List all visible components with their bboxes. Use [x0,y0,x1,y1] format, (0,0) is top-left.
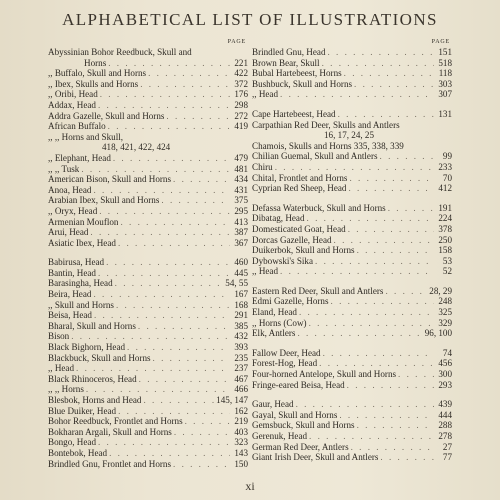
entry-text: Dibatag, Head [252,213,305,224]
dot-leader [113,278,224,289]
index-entry [48,353,248,364]
dot-leader [91,185,230,196]
entry-page-number: 419 [234,121,248,132]
entry-page-number: 77 [442,452,452,463]
index-entry [48,363,248,374]
index-entry [48,89,248,100]
dot-leader [320,58,434,69]
entry-page-number: 248 [438,296,452,307]
entry-page-number: 467 [234,373,248,384]
index-entry [48,121,248,132]
entry-text: ,, Oribi, Head [48,89,98,100]
dot-leader [164,111,230,122]
index-entry [48,395,248,406]
entry-page-number: 27 [442,441,452,452]
dot-leader [151,353,230,364]
entry-page-number: 393 [234,342,248,353]
entry-text: Forest-Hog, Head [252,358,318,369]
entry-page-number: 288 [438,420,452,431]
dot-leader [137,374,230,385]
entry-page-number: 53 [442,255,452,266]
dot-leader [332,235,434,246]
entry-page-number: 118 [438,68,452,79]
index-entry [48,142,248,153]
dot-leader [307,431,434,442]
dot-leader [171,174,230,185]
entry-page-number: 303 [438,78,452,89]
dot-leader [345,380,434,391]
index-entry [48,437,248,448]
entry-page-number: 431 [234,184,248,195]
entry-text: Brindled Gnu, Head [252,47,326,57]
index-entry [252,235,452,246]
index-entry [48,342,248,353]
index-entry [48,58,248,69]
index-entry [48,300,248,311]
dot-leader [96,268,230,279]
index-entry [48,459,248,470]
entry-page-number: 481 [234,163,248,174]
entry-page-number: 250 [438,234,452,245]
index-entry [48,206,248,217]
index-entry [252,410,452,421]
dot-leader [79,164,230,175]
dot-leader [313,256,434,267]
dot-leader [125,342,230,353]
section-gap [252,194,452,203]
dot-leader [111,153,230,164]
index-entry [48,153,248,164]
entry-text: African Buffalo [48,121,106,132]
entry-text: ,, Elephant, Head [48,152,111,163]
entry-text: Bontebok, Head [48,447,108,458]
index-entry [252,245,452,256]
dot-leader [74,363,230,374]
index-entry [252,307,452,318]
dot-leader [396,369,434,380]
dot-leader [326,47,435,58]
index-entry [48,68,248,79]
dot-leader [355,245,434,256]
entry-page-number: 456 [438,358,452,369]
index-entry [252,348,452,359]
entry-text: Defassa Waterbuck, Skull and Horns [252,202,386,213]
index-entry [252,431,452,442]
entry-text: ,, Skull and Horns [48,299,114,310]
entry-text: Chital, Frontlet and Horns [252,172,348,183]
entry-text: ,, Head [252,89,279,100]
entry-text: Bharal, Skull and Horns [48,320,136,331]
entry-page-number: 233 [438,161,452,172]
index-entry [48,268,248,279]
section-gap [252,339,452,348]
entry-text: ,, Oryx, Head [48,205,98,216]
index-entry [252,203,452,214]
entry-text: Gerenuk, Head [252,431,308,441]
left-entry-list [48,47,248,469]
entry-page-number: 224 [438,213,452,224]
dot-leader [69,331,230,342]
entry-text: 418, 421, 422, 424 [102,142,171,153]
entry-text: Eland, Head [252,307,297,318]
index-entry [252,442,452,453]
entry-page-number: 167 [234,289,248,300]
index-entry [252,399,452,410]
entry-text: Babirusa, Head [48,257,105,268]
entry-text: Gaur, Head [252,399,294,410]
index-entry [252,47,452,58]
section-gap [48,248,248,257]
entry-text: Blue Duiker, Head [48,405,117,416]
dot-leader [118,217,230,228]
page-column-header: PAGE [227,39,246,45]
right-entry-list [252,47,452,463]
dot-leader [141,395,214,406]
dot-leader [97,206,230,217]
entry-page-number: 150 [234,458,248,469]
entry-text: Bongo, Head [48,437,96,448]
entry-text: Duikerbok, Skull and Horns [252,245,355,256]
entry-text: German Red Deer, Antlers [252,441,349,452]
entry-page-number: 387 [234,227,248,238]
entry-page-number: 237 [234,363,248,374]
entry-text: ,, Head [252,266,279,277]
dot-leader [98,89,230,100]
index-entry [252,256,452,267]
entry-page-number: 219 [234,416,248,427]
index-entry [48,227,248,238]
dot-leader [383,286,427,297]
entry-page-number: 52 [442,266,452,277]
dot-leader [107,448,230,459]
entry-page-number: 272 [234,110,248,121]
entry-text: 16, 17, 24, 25 [324,130,375,141]
index-entry [252,358,452,369]
entry-text: Giant Irish Deer, Skull and Antlers [252,452,379,463]
entry-page-number: 298 [234,99,248,110]
entry-page-number: 445 [234,267,248,278]
dot-leader [116,406,230,417]
dot-leader [329,296,434,307]
index-entry [48,132,248,143]
dot-leader [297,307,434,318]
entry-text: Bohor Reedbuck, Frontlet and Horns [48,416,183,427]
index-entry [252,183,452,194]
entry-text: Anoa, Head [48,184,92,195]
entry-text: Edmi Gazelle, Horns [252,296,329,307]
dot-leader [352,79,434,90]
page-title: ALPHABETICAL LIST OF ILLUSTRATIONS [62,10,438,29]
entry-page-number: 479 [234,152,248,163]
entry-page-number: 307 [438,89,452,100]
index-entry [48,174,248,185]
index-entry [252,130,452,141]
dot-leader [342,68,434,79]
dot-leader [273,162,434,173]
index-entry [48,164,248,175]
dot-leader [378,151,434,162]
dot-leader [92,310,230,321]
dot-leader [88,227,230,238]
entry-text: Chamois, Skulls and Horns 335, 338, 339 [252,140,404,151]
dot-leader [386,203,434,214]
dot-leader [336,109,434,120]
entry-page-number: 372 [234,78,248,89]
index-entry [48,416,248,427]
entry-text: Cyprian Red Sheep, Head [252,183,347,194]
entry-text: Bushbuck, Skull and Horns [252,78,353,89]
entry-text: Beisa, Head [48,310,92,321]
index-entry [252,328,452,339]
dot-leader [307,318,434,329]
entry-text: ,, ,, Horns [48,384,84,395]
entry-text: Bantin, Head [48,267,96,278]
entry-text: Gemsbuck, Skull and Horns [252,420,355,431]
entry-text: Barasingha, Head [48,278,113,289]
entry-page-number: 54, 55 [225,278,248,289]
entry-page-number: 375 [234,195,248,206]
dot-leader [136,321,230,332]
index-entry [252,452,452,463]
index-entry [48,100,248,111]
index-entry [48,111,248,122]
entry-text: Arui, Head [48,227,89,238]
entry-page-number: 74 [442,347,452,358]
entry-page-number: 131 [438,108,452,119]
entry-text: Cape Hartebeest, Head [252,108,336,119]
entry-text: Arabian Ibex, Skull and Horns [48,195,160,206]
entry-text: Four-horned Antelope, Skull and Horns [252,369,397,380]
left-column [48,38,248,469]
dot-leader [278,89,434,100]
entry-page-number: 434 [234,174,248,185]
dot-leader [346,224,434,235]
index-entry [48,374,248,385]
index-entry [252,162,452,173]
index-entry [252,213,452,224]
index-entry [48,448,248,459]
dot-leader [172,427,230,438]
entry-text: Fallow Deer, Head [252,347,321,358]
entry-text: Chiru [252,161,273,172]
entry-text: ,, ,, Horns and Skull, [48,131,124,142]
entry-page-number: 221 [234,57,248,68]
index-entry [252,380,452,391]
index-entry [252,58,452,69]
entry-page-number: 291 [234,310,248,321]
entry-page-number: 168 [234,299,248,310]
dot-leader [116,238,230,249]
dot-leader [305,213,434,224]
dot-leader [349,442,434,453]
entry-page-number: 70 [442,172,452,183]
entry-page-number: 28, 29 [429,285,452,296]
entry-text: Abyssinian Bohor Reedbuck, Skull and [48,47,192,57]
index-entry [252,109,452,120]
index-entry [252,173,452,184]
entry-text: Dybowski's Sika [252,255,314,266]
dot-leader [146,68,230,79]
entry-page-number: 162 [234,405,248,416]
dot-leader [171,459,230,470]
dot-leader [114,300,230,311]
index-entry [252,296,452,307]
entry-page-number: 323 [234,437,248,448]
index-entry [48,185,248,196]
entry-page-number: 293 [438,379,452,390]
index-entry [48,195,248,206]
index-entry [48,257,248,268]
index-entry [252,120,452,131]
index-entry [48,79,248,90]
entry-text: American Bison, Skull and Horns [48,174,172,185]
entry-text: Fringe-eared Beisa, Head [252,379,345,390]
index-entry [252,68,452,79]
entry-page-number: 191 [438,202,452,213]
entry-page-number: 329 [438,317,452,328]
index-entry [48,427,248,438]
index-entry [48,238,248,249]
entry-page-number: 235 [234,352,248,363]
index-entry [252,89,452,100]
dot-leader [106,121,230,132]
section-gap [252,100,452,109]
index-entry [48,278,248,289]
entry-page-number: 378 [438,223,452,234]
entry-text: Black Rhinoceros, Head [48,373,137,384]
index-entry [48,289,248,300]
index-entry [252,318,452,329]
entry-text: Eastern Red Deer, Skull and Antlers [252,285,384,296]
dot-leader [295,328,422,339]
dot-leader [104,257,230,268]
right-column [252,38,452,463]
entry-text: Horns [84,57,107,68]
index-entry [252,151,452,162]
index-entry [252,224,452,235]
entry-text: Bison [48,331,70,342]
index-entry [48,384,248,395]
page-column-header: PAGE [431,39,450,45]
entry-page-number: 460 [234,257,248,268]
dot-leader [84,384,230,395]
entry-text: Armenian Mouflon [48,216,119,227]
entry-page-number: 300 [438,369,452,380]
dot-leader [317,358,434,369]
entry-page-number: 413 [234,216,248,227]
index-entry [252,79,452,90]
index-entry [252,286,452,297]
entry-text: Brown Bear, Skull [252,57,320,68]
entry-page-number: 145, 147 [216,395,248,405]
entry-page-number: 367 [234,237,248,248]
index-entry [252,369,452,380]
dot-leader [337,410,434,421]
entry-page-number: 422 [234,68,248,79]
entry-page-number: 99 [442,151,452,162]
entry-page-number: 176 [234,89,248,100]
entry-text: Addra Gazelle, Skull and Horns [48,110,165,121]
entry-page-number: 439 [438,399,452,410]
section-gap [252,277,452,286]
entry-page-number: 143 [234,447,248,458]
dot-leader [347,173,434,184]
entry-page-number: 403 [234,426,248,437]
entry-text: ,, Buffalo, Skull and Horns [48,68,147,79]
entry-text: Bubal Hartebeest, Horns [252,68,342,79]
entry-page-number: 432 [234,331,248,342]
index-entry [48,331,248,342]
entry-page-number: 278 [438,431,452,441]
entry-page-number: 466 [234,384,248,395]
entry-text: Asiatic Ibex, Head [48,237,116,248]
dot-leader [346,183,434,194]
entry-page-number: 385 [234,320,248,331]
index-entry [48,217,248,228]
entry-text: Domesticated Goat, Head [252,223,346,234]
entry-text: Black Bighorn, Head [48,342,126,353]
entry-page-number: 96, 100 [424,328,452,339]
index-entry [252,420,452,431]
dot-leader [159,195,230,206]
index-entry [252,266,452,277]
entry-text: ,, ,, Tusk [48,163,80,174]
entry-page-number: 158 [438,245,452,256]
dot-leader [96,100,230,111]
entry-text: ,, Ibex, Skulls and Horns [48,78,139,89]
entry-text: Carpathian Red Deer, Skulls and Antlers [252,119,400,130]
index-entry [48,406,248,417]
entry-text: ,, Head [48,363,75,374]
dot-leader [91,289,230,300]
entry-page-number: 518 [438,57,452,68]
entry-page-number: 444 [438,409,452,420]
section-gap [252,390,452,399]
dot-leader [378,452,434,463]
entry-page-number: 412 [438,183,452,194]
folio-number: xi [245,479,255,493]
dot-leader [96,437,230,448]
index-entry [48,310,248,321]
entry-text: Blackbuck, Skull and Horns [48,352,151,363]
dot-leader [294,399,434,410]
entry-page-number: 325 [438,307,452,318]
entry-text: Beira, Head [48,289,92,300]
entry-text: Dorcas Gazelle, Head [252,234,332,245]
dot-leader [278,266,434,277]
index-entry [252,141,452,152]
entry-text: ,, Horns (Cow) [252,317,307,328]
entry-text: Addax, Head [48,99,96,110]
entry-page-number: 151 [438,47,452,57]
entry-page-number: 295 [234,205,248,216]
dot-leader [183,416,230,427]
entry-text: Bokharan Argali, Skull and Horns [48,426,172,437]
dot-leader [321,348,434,359]
entry-text: Gayal, Skull and Horns [252,409,338,420]
dot-leader [138,79,230,90]
dot-leader [355,420,434,431]
dot-leader [106,58,230,69]
entry-text: Chilian Guemal, Skull and Antlers [252,151,378,162]
entry-text: Brindled Gnu, Frontlet and Horns [48,458,172,469]
entry-text: Elk, Antlers [252,328,296,339]
index-entry [48,321,248,332]
entry-text: Blesbok, Horns and Head [48,395,142,405]
index-entry [48,47,248,58]
